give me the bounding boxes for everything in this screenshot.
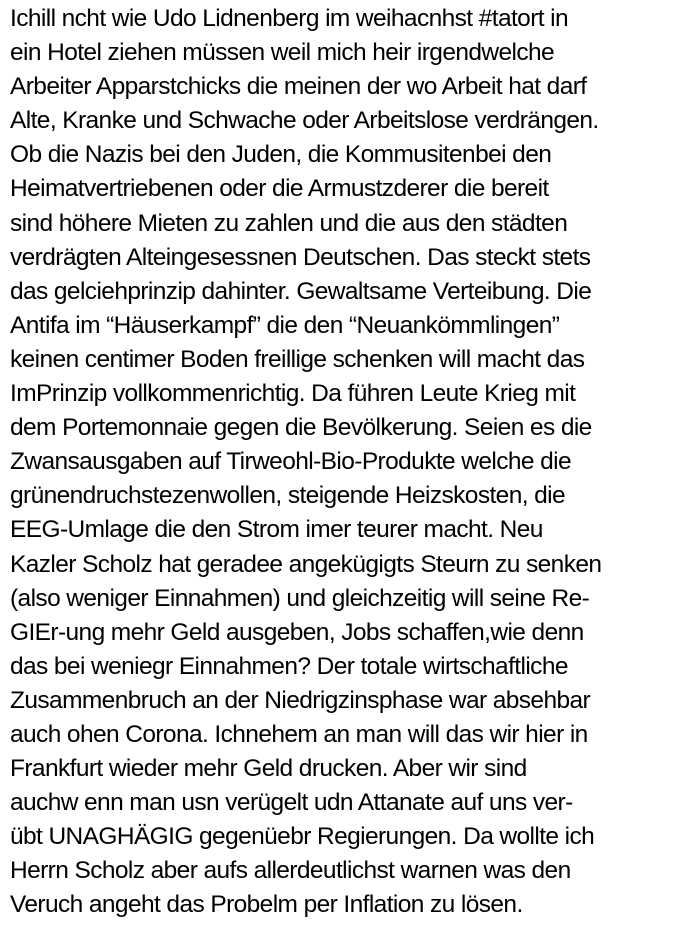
text-line: (also weniger Einnahmen) und gleichzeitig will seine Re- xyxy=(10,584,590,612)
text-line: verdrägten Alteingesessnen Deutschen. Das steckt stets xyxy=(10,243,591,271)
text-line: dem Portemonnaie gegen die Bevölkerung. Seien es die xyxy=(10,414,592,442)
text-line: Antifa im “Häuserkampf” die den “Neuankömmlingen” xyxy=(10,311,560,339)
text-line: grünendruchstezenwollen, steigende Heizskosten, die xyxy=(10,482,566,510)
text-line: Ob die Nazis bei den Juden, die Kommusitenbei den xyxy=(10,141,552,169)
text-line: übt UNAGHÄGIG gegenüebr Regierungen. Da wollte ich xyxy=(10,823,595,851)
text-line: keinen centimer Boden freillige schenken will macht das xyxy=(10,345,585,373)
text-line: auchw enn man usn verügelt udn Attanate auf uns ver- xyxy=(10,789,573,817)
text-line: auch ohen Corona. Ichnehem an man will das wir hier in xyxy=(10,720,588,748)
text-line: Zwansausgaben auf Tirweohl-Bio-Produkte welche die xyxy=(10,448,572,476)
text-line: das gelciehprinzip dahinter. Gewaltsame Verteibung. Die xyxy=(10,277,592,305)
text-line: Arbeiter Apparstchicks die meinen der wo Arbeit hat darf xyxy=(10,73,587,101)
text-line: Heimatvertriebenen oder die Armustzderer die bereit xyxy=(10,175,549,203)
text-line: sind höhere Mieten zu zahlen und die aus den städten xyxy=(10,209,568,237)
text-line: ein Hotel ziehen müssen weil mich heir irgendwelche xyxy=(10,39,555,67)
text-line: ImPrinzip vollkommenrichtig. Da führen Leute Krieg mit xyxy=(10,380,576,408)
text-line: das bei weniegr Einnahmen? Der totale wirtschaftliche xyxy=(10,652,568,680)
text-line: Herrn Scholz aber aufs allerdeutlichst warnen was den xyxy=(10,857,571,885)
text-line: EEG-Umlage die den Strom imer teurer macht. Neu xyxy=(10,516,543,544)
text-line: GIEr-ung mehr Geld ausgeben, Jobs schaffen,wie denn xyxy=(10,618,584,646)
text-line: Zusammenbruch an der Niedrigzinsphase war absehbar xyxy=(10,686,591,714)
text-line: Kazler Scholz hat geradee angekügigts Steurn zu senken xyxy=(10,550,602,578)
text-line: Veruch angeht das Probelm per Inflation zu lösen. xyxy=(10,891,523,919)
text-line: Frankfurt wieder mehr Geld drucken. Aber wir sind xyxy=(10,755,527,783)
text-line: Alte, Kranke und Schwache oder Arbeitslose verdrängen. xyxy=(10,107,599,135)
text-line: Ichill ncht wie Udo Lidnenberg im weihacnhst #tatort in xyxy=(10,5,569,32)
body-text xyxy=(10,2,680,923)
